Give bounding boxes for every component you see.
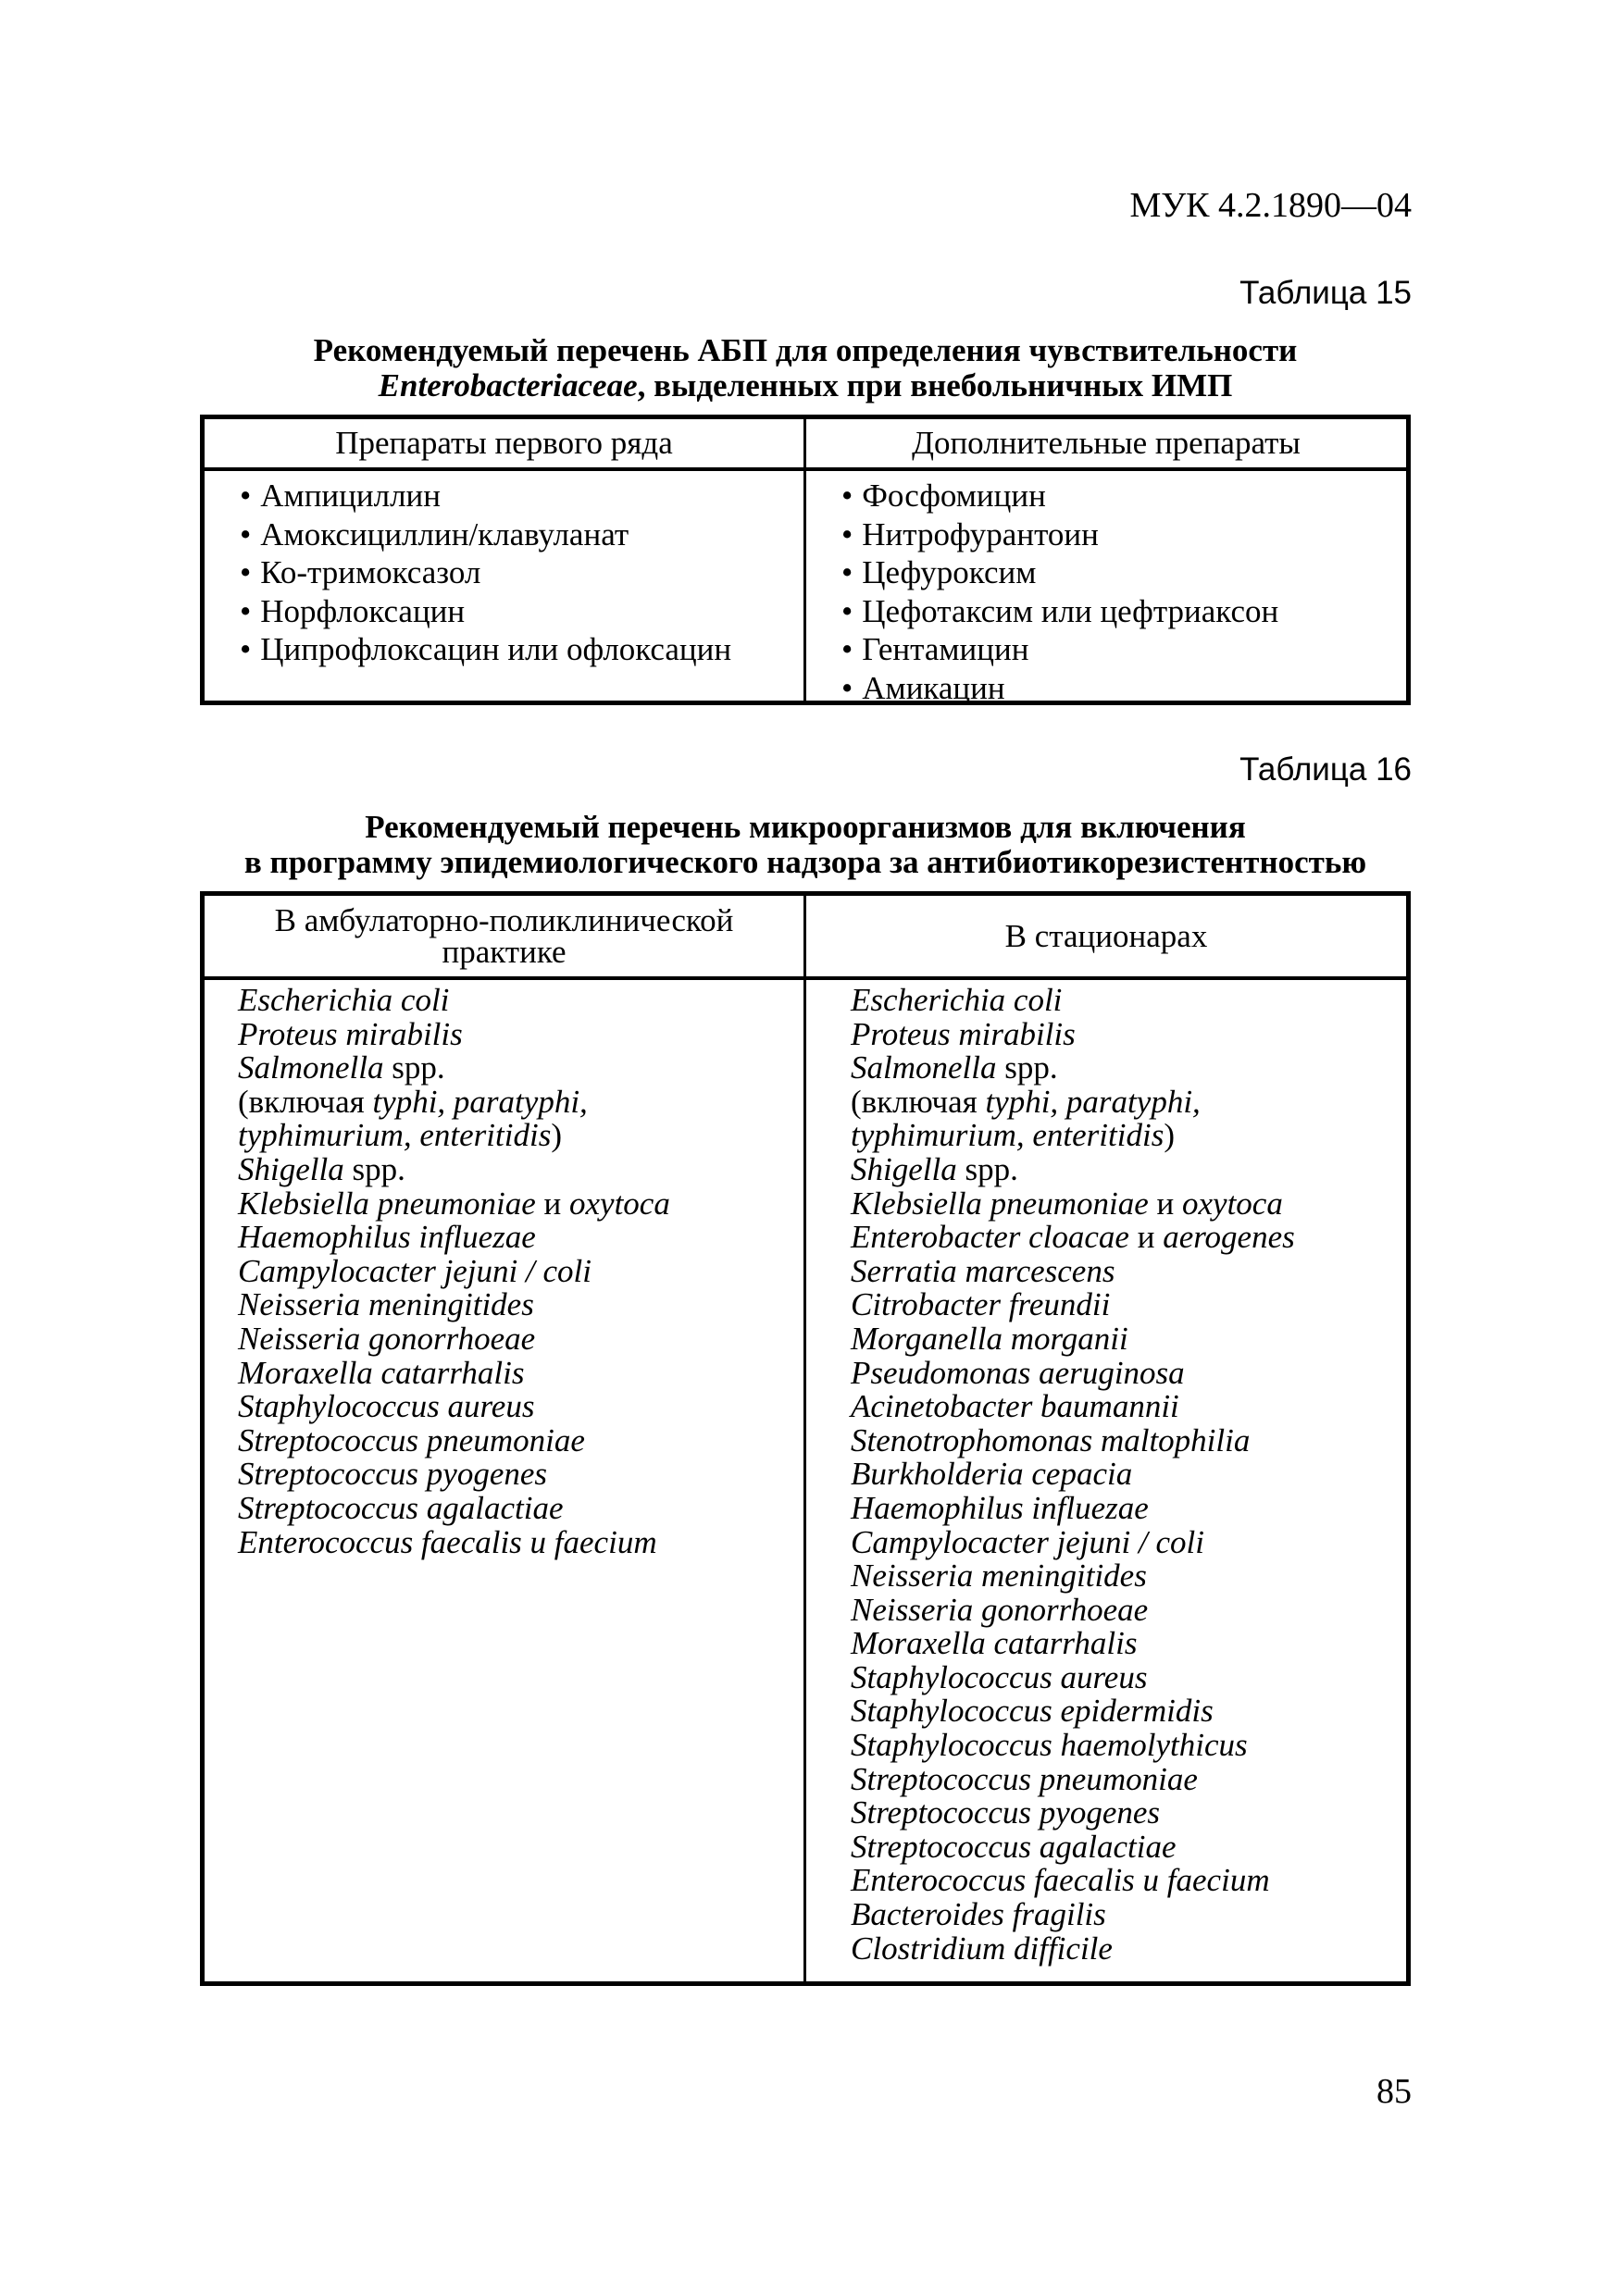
hospital-organism-item (851, 1694, 1406, 1729)
hospital-organism-item (851, 1898, 1406, 1932)
hospital-organism-item (851, 1015, 1406, 1052)
species-name: Escherichia coli (851, 982, 1063, 1018)
species-name: Burkholderia cepacia (851, 1456, 1133, 1493)
table16-col2-list (806, 980, 1406, 1966)
species-name: Staphylococcus aureus (238, 1388, 535, 1425)
hospital-organism-item (851, 1322, 1406, 1357)
outpatient-organism-item (238, 1288, 803, 1322)
table15-header-col2: Дополнительные препараты (912, 425, 1301, 461)
first-line-drug-item: • Амоксициллин/клавуланат (240, 515, 803, 554)
plain-text: и (535, 1185, 569, 1222)
table16-header-col1 (205, 896, 806, 976)
species-name: Klebsiella pneumoniae (238, 1185, 536, 1222)
table16-header-row (205, 896, 1406, 980)
outpatient-organism-item (238, 1221, 803, 1255)
species-name: Streptococcus agalactiae (851, 1828, 1177, 1865)
hospital-organism-item (851, 1119, 1406, 1153)
hospital-organism-item (851, 1658, 1406, 1695)
table15-header-row (205, 419, 1406, 471)
hospital-organism-item (851, 984, 1406, 1018)
species-name: typhimurium, enteritidis (851, 1117, 1164, 1154)
species-name: Neisseria meningitides (851, 1558, 1147, 1595)
species-name: Streptococcus pneumoniae (238, 1421, 585, 1458)
plain-text: и (1148, 1185, 1182, 1222)
plain-text: и (1128, 1219, 1164, 1256)
species-name: Streptococcus pyogenes (851, 1794, 1161, 1831)
hospital-organism-item (851, 1150, 1406, 1187)
species-name: typhimurium, enteritidis (238, 1117, 552, 1154)
hospital-organism-item (851, 1252, 1406, 1289)
species-name: Shigella (851, 1150, 957, 1187)
species-name: Klebsiella pneumoniae (851, 1185, 1149, 1222)
outpatient-organism-item (238, 1150, 803, 1187)
additional-drug-item: • Гентамицин (841, 630, 1406, 669)
species-name: Clostridium difficile (851, 1930, 1113, 1967)
species-name: typhi, paratyphi, (372, 1083, 588, 1120)
document-code: МУК 4.2.1890—04 (1129, 186, 1412, 225)
species-name: Salmonella (851, 1049, 997, 1086)
outpatient-organism-item (238, 1421, 803, 1458)
species-name: Proteus mirabilis (238, 1015, 463, 1052)
species-name: Streptococcus pyogenes (238, 1456, 548, 1493)
table16-title (200, 810, 1411, 880)
table16-body-row (205, 980, 1406, 1985)
species-name: Staphylococcus epidermidis (851, 1693, 1214, 1730)
outpatient-organism-item (238, 1083, 803, 1120)
outpatient-organism-item (238, 1015, 803, 1052)
hospital-organism-item (851, 1354, 1406, 1391)
outpatient-organism-item (238, 1187, 803, 1222)
plain-text: ) (551, 1117, 562, 1154)
species-name: Moraxella catarrhalis (238, 1354, 525, 1391)
species-name: Morganella morganii (851, 1320, 1128, 1357)
hospital-organism-item (851, 1729, 1406, 1763)
species-name: Escherichia coli (238, 982, 450, 1018)
species-name: oxytoca (1182, 1185, 1283, 1222)
table16-title-line1: Рекомендуемый перечень микроорганизмов для включения (365, 809, 1246, 845)
first-line-drug-item: • Норфлоксацин (240, 592, 803, 631)
table15-title-rest: , выделенных при внебольничных ИМП (637, 367, 1233, 403)
table15-title-line1: Рекомендуемый перечень АБП для определения чувствительности (313, 332, 1298, 368)
hospital-organism-item (851, 1288, 1406, 1322)
table16-col2-cell (806, 980, 1406, 1985)
plain-text: (включая (238, 1083, 373, 1120)
table15-title-italic: Enterobacteriaceae (378, 367, 638, 403)
hospital-organism-item (851, 1051, 1406, 1086)
hospital-organism-item (851, 1083, 1406, 1120)
hospital-organism-item (851, 1760, 1406, 1797)
hospital-organism-item (851, 1796, 1406, 1831)
species-name: Serratia marcescens (851, 1252, 1115, 1289)
table16-header-col2: В стационарах (1004, 917, 1208, 954)
table15-body-row (205, 471, 1406, 705)
table16-col1-cell (205, 980, 806, 1985)
species-name: Proteus mirabilis (851, 1015, 1076, 1052)
additional-drug-item: • Фосфомицин (841, 477, 1406, 515)
hospital-organism-item (851, 1221, 1406, 1255)
hospital-organism-item (851, 1828, 1406, 1865)
additional-drug-item: • Цефуроксим (841, 553, 1406, 592)
species-name: Pseudomonas aeruginosa (851, 1354, 1185, 1391)
outpatient-organism-item (238, 1119, 803, 1153)
hospital-organism-item (851, 1187, 1406, 1222)
hospital-organism-item (851, 1421, 1406, 1458)
table16-title-line2: в программу эпидемиологического надзора за антибиотикорезистентностью (243, 844, 1367, 880)
outpatient-organism-item (238, 1354, 803, 1391)
species-name: Streptococcus pneumoniae (851, 1760, 1198, 1797)
hospital-organism-item (851, 1932, 1406, 1967)
species-name: Haemophilus influezae (851, 1489, 1149, 1526)
table16-col1-list (205, 980, 803, 1559)
table15-col2-cell (806, 471, 1406, 705)
species-name: Citrobacter freundii (851, 1286, 1111, 1323)
hospital-organism-item (851, 1559, 1406, 1594)
additional-drug-item: • Цефотаксим или цефтриаксон (841, 592, 1406, 631)
page-number: 85 (1376, 2072, 1412, 2111)
hospital-organism-item (851, 1458, 1406, 1492)
plain-text: spp. (996, 1049, 1058, 1086)
species-name: Enterobacter cloacae (851, 1219, 1129, 1256)
table15-col1-list (205, 471, 803, 669)
first-line-drug-item: • Ципрофлоксацин или офлоксацин (240, 630, 803, 669)
species-name: typhi, paratyphi, (985, 1083, 1201, 1120)
outpatient-organism-item (238, 1051, 803, 1086)
species-name: Campylocacter jejuni / coli (238, 1252, 592, 1289)
table15 (200, 415, 1411, 705)
table16-header-col1-line2: практике (442, 933, 567, 970)
hospital-organism-item (851, 1864, 1406, 1898)
species-name: Stenotrophomonas maltophilia (851, 1421, 1251, 1458)
first-line-drug-item: • Ко-тримоксазол (240, 553, 803, 592)
outpatient-organism-item (238, 1322, 803, 1357)
outpatient-organism-item (238, 1252, 803, 1289)
additional-drug-item: • Амикацин (841, 669, 1406, 708)
table15-label: Таблица 15 (1239, 275, 1412, 311)
table15-title-line2 (200, 368, 1411, 403)
species-name: Streptococcus agalactiae (238, 1489, 564, 1526)
species-name: Neisseria gonorrhoeae (238, 1320, 536, 1357)
hospital-organism-item (851, 1627, 1406, 1661)
species-name: Shigella (238, 1150, 344, 1187)
table15-title (200, 333, 1411, 403)
species-name: Staphylococcus aureus (851, 1658, 1148, 1695)
species-name: Moraxella catarrhalis (851, 1625, 1138, 1662)
plain-text: spp. (956, 1150, 1018, 1187)
outpatient-organism-item (238, 1489, 803, 1526)
species-name: Campylocacter jejuni / coli (851, 1523, 1204, 1560)
plain-text: spp. (383, 1049, 445, 1086)
species-name: aerogenes (1163, 1219, 1295, 1256)
hospital-organism-item (851, 1390, 1406, 1424)
table16 (200, 891, 1411, 1986)
plain-text: spp. (343, 1150, 405, 1187)
table15-col1-cell (205, 471, 806, 705)
species-name: Salmonella (238, 1049, 384, 1086)
outpatient-organism-item (238, 1458, 803, 1492)
hospital-organism-item (851, 1489, 1406, 1526)
species-name: Enterococcus faecalis u faecium (851, 1862, 1270, 1899)
additional-drug-item: • Нитрофурантоин (841, 515, 1406, 554)
species-name: Bacteroides fragilis (851, 1896, 1106, 1933)
species-name: Staphylococcus haemolythicus (851, 1727, 1248, 1764)
species-name: Haemophilus influezae (238, 1219, 536, 1256)
species-name: oxytoca (569, 1185, 670, 1222)
species-name: Neisseria meningitides (238, 1286, 534, 1323)
plain-text: (включая (851, 1083, 986, 1120)
species-name: Neisseria gonorrhoeae (851, 1591, 1149, 1628)
table16-header-col1-line1: В амбулаторно-поликлинической (274, 901, 734, 938)
species-name: Acinetobacter baumannii (851, 1388, 1179, 1425)
species-name: Enterococcus faecalis u faecium (238, 1523, 657, 1560)
hospital-organism-item (851, 1591, 1406, 1628)
outpatient-organism-item (238, 1523, 803, 1560)
hospital-organism-item (851, 1523, 1406, 1560)
first-line-drug-item: • Ампициллин (240, 477, 803, 515)
plain-text: ) (1164, 1117, 1175, 1154)
table16-label: Таблица 16 (1239, 751, 1412, 788)
outpatient-organism-item (238, 1390, 803, 1424)
table15-header-col1: Препараты первого ряда (205, 419, 806, 467)
outpatient-organism-item (238, 984, 803, 1018)
table15-col2-list (806, 471, 1406, 707)
